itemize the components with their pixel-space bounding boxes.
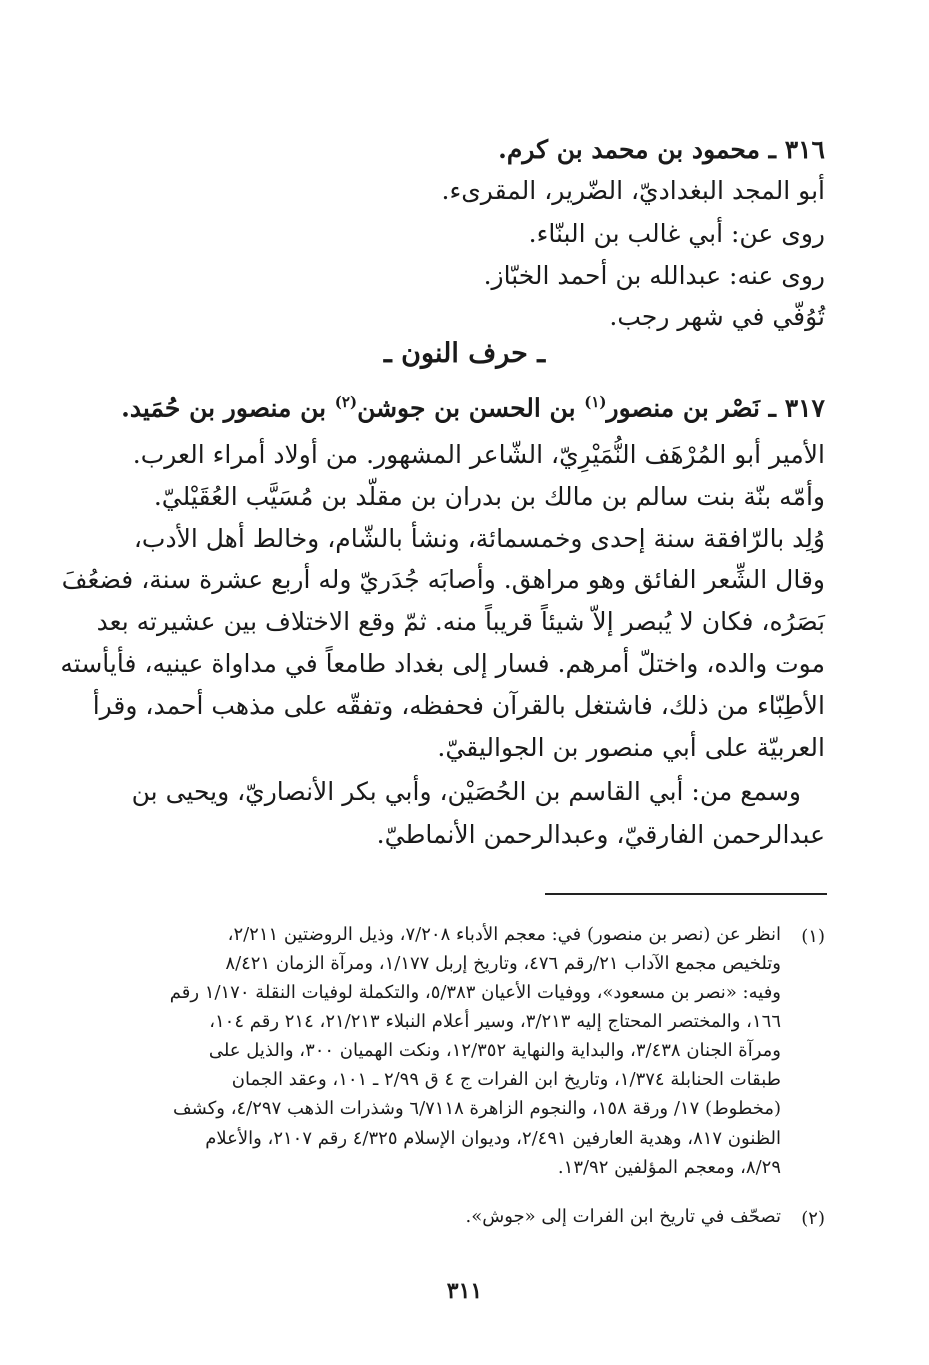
entry-317-title bbox=[121, 393, 825, 423]
entry-316-line: روى عنه: عبدالله بن أحمد الخبّاز. bbox=[483, 261, 825, 290]
footnote-1-line: (مخطوط) ١٧/ ورقة ١٥٨، والنجوم الزاهرة ٦/٧١١٨ وشذرات الذهب ٤/٢٩٧، وكشف bbox=[173, 1098, 781, 1119]
entry-316-title: ٣١٦ ـ محمود بن محمد بن كرم. bbox=[498, 135, 825, 164]
entry-317-line: بَصَرُه، فكان لا يُبصر إلاّ شيئاً قريباً منه. ثمّ وقع الاختلاف بين عشيرته بعد bbox=[96, 607, 825, 636]
entry-317-title-part: بن منصور بن حُمَيد. bbox=[121, 393, 335, 423]
entry-317-line: الأمير أبو المُرْهَف النُّمَيْرِيّ، الشّاعر المشهور. من أولاد أمراء العرب. bbox=[132, 440, 825, 469]
footnote-1-line: وتلخيص مجمع الآداب ٢١/رقم ٤٧٦، وتاريخ إربل ١/١٧٧، ومرآة الزمان ٨/٤٢١ bbox=[225, 953, 781, 974]
entry-317-line: العربيّة على أبي منصور بن الجواليقيّ. bbox=[437, 733, 825, 762]
entry-317-line: وُلِد بالرّافقة سنة إحدى وخمسمائة، ونشأ بالشّام، وخالط أهل الأدب، bbox=[133, 524, 825, 553]
footnote-ref-2: (٢) bbox=[334, 393, 358, 411]
footnote-1-line: ١٦٦، والمختصر المحتاج إليه ٣/٢١٣، وسير أعلام النبلاء ٢١/٢١٣، ٢١٤ رقم ١٠٤، bbox=[209, 1011, 781, 1032]
footnote-1-line: ومرآة الجنان ٣/٤٣٨، والبداية والنهاية ١٢/٣٥٢، ونكت الهميان ٣٠٠، والذيل على bbox=[208, 1040, 781, 1061]
footnote-1-line: ٨/٢٩، ومعجم المؤلفين ١٣/٩٢. bbox=[557, 1157, 781, 1178]
footnote-2-line: تصحّف في تاريخ ابن الفرات إلى «جوش». bbox=[465, 1206, 781, 1227]
footnote-separator bbox=[545, 893, 827, 895]
footnote-ref-1: (١) bbox=[584, 393, 607, 411]
entry-317-line: وأمّه بنّة بنت سالم بن مالك بن بدران بن مقلّد بن مُسَيَّب العُقَيْليّ. bbox=[153, 482, 825, 511]
footnote-1-line: طبقات الحنابلة ١/٣٧٤، وتاريخ ابن الفرات ج ٤ ق ٢/٩٩ ـ ١٠١، وعقد الجمان bbox=[231, 1069, 781, 1090]
footnote-1-line: الظنون ٨١٧، وهدية العارفين ٢/٤٩١، وديوان الإسلام ٤/٣٢٥ رقم ٢١٠٧، والأعلام bbox=[205, 1128, 781, 1149]
section-heading: ـ حرف النون ـ bbox=[383, 338, 546, 369]
entry-317-line: عبدالرحمن الفارقيّ، وعبدالرحمن الأنماطيّ. bbox=[376, 820, 825, 849]
entry-317-title-part: ٣١٧ ـ نَصْر بن منصور bbox=[606, 393, 825, 423]
entry-317-title-part: بن الحسن بن جوشن bbox=[357, 393, 585, 423]
entry-317-line: وسمع من: أبي القاسم بن الحُصَيْن، وأبي بكر الأنصاريّ، ويحيى بن bbox=[131, 777, 801, 806]
footnote-1-marker: (١) bbox=[801, 926, 825, 947]
footnote-1-line: انظر عن (نصر بن منصور) في: معجم الأدباء ٧/٢٠٨، وذيل الروضتين ٢/٢١١، bbox=[227, 924, 781, 945]
entry-316-line: أبو المجد البغداديّ، الضّرير، المقرىء. bbox=[441, 176, 825, 205]
footnote-1-line: وفيه: «نصر بن مسعود»، ووفيات الأعيان ٥/٣٨٣، والتكملة لوفيات النقلة ١/١٧٠ رقم bbox=[169, 982, 781, 1003]
entry-316-line: روى عن: أبي غالب بن البنّاء. bbox=[528, 219, 825, 248]
entry-317-line: وقال الشِّعر الفائق وهو مراهق. وأصابَه جُدَريّ وله أربع عشرة سنة، فضعُفَ bbox=[61, 565, 825, 594]
entry-317-line: موت والده، واختلّ أمرهم. فسار إلى بغداد طامعاً في مداواة عينيه، فأيأسته bbox=[60, 649, 825, 678]
page-number: ٣١١ bbox=[446, 1278, 483, 1304]
entry-316-line: تُوُفّي في شهر رجب. bbox=[609, 302, 825, 331]
entry-317-line: الأطِبّاء من ذلك، فاشتغل بالقرآن فحفظه، وتفقّه على مذهب أحمد، وقرأ bbox=[92, 691, 825, 720]
footnote-2-marker: (٢) bbox=[801, 1208, 825, 1229]
